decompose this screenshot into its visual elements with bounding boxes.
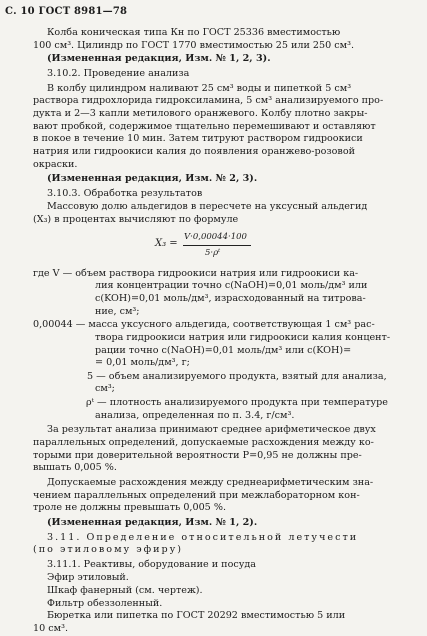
text-line: дукта и 2—3 капли метилового оранжевого. Колбу плотно закры- — [33, 107, 368, 119]
list-item: Фильтр обеззоленный. — [47, 597, 163, 609]
text-line: анализа, определенная по п. 3.4, г/см³. — [95, 409, 295, 421]
section-heading: 3.11. Определение относительной летучести — [47, 531, 359, 543]
amendment-note: (Измененная редакция, Изм. № 2, 3). — [47, 173, 258, 185]
list-item: Эфир этиловый. — [47, 572, 129, 584]
text-line: 3.10.3. Обработка результатов — [47, 187, 203, 199]
text-line: Допускаемые расхождения между среднеарифметическим зна- — [47, 476, 374, 488]
formula-lhs: X₃ = — [155, 238, 178, 250]
text-line: ние, см³; — [95, 305, 140, 317]
text-line: Массовую долю альдегидов в пересчете на уксусный альдегид — [47, 201, 368, 213]
page-header: С. 10 ГОСТ 8981—78 — [5, 6, 128, 17]
text-line: раствора гидрохлорида гидроксиламина, 5 см³ анализируемого про- — [33, 95, 384, 107]
text-line: троле не должны превышать 0,005 %. — [33, 502, 226, 514]
text-line: = 0,01 моль/дм³, г; — [95, 357, 190, 369]
text-line: параллельных определений, допускаемые расхождения между ко- — [33, 437, 374, 448]
text-line: торыми при доверительной вероятности P=0,95 не должны пре- — [33, 449, 362, 461]
text-line: ρᵗ — плотность анализируемого продукта при температуре — [86, 397, 388, 409]
text-line: 100 см³. Цилиндр по ГОСТ 1770 вместимостью 25 или 250 см³. — [33, 39, 355, 51]
text-line: твора гидроокиси натрия или гидроокиси калия концент- — [95, 331, 391, 343]
text-line: окраски. — [33, 158, 78, 170]
text-line: см³; — [95, 383, 115, 395]
list-item: Бюретка или пипетка по ГОСТ 20292 вместимостью 5 или — [47, 610, 346, 622]
text-line: вышать 0,005 %. — [33, 462, 117, 474]
formula-denominator: 5·ρᵗ — [205, 248, 221, 259]
subsection-heading: 3.11.1. Реактивы, оборудование и посуда — [47, 558, 256, 570]
text-line: (X₃) в процентах вычисляют по формуле — [33, 214, 239, 225]
formula-numerator: V·0,00044·100 — [184, 231, 247, 242]
text-line: За результат анализа принимают среднее арифметическое двух — [47, 424, 376, 436]
text-line: натрия или гидроокиси калия до появления оранжево-розовой — [33, 145, 355, 157]
text-line: лия концентрации точно c(NaOH)=0,01 моль/дм³ или — [95, 280, 368, 292]
text-line: чением параллельных определений при межлабораторном кон- — [33, 489, 360, 501]
list-item: Шкаф фанерный (см. чертеж). — [47, 585, 203, 596]
text-line: в покое в течение 10 мин. Затем титруют раствором гидроокиси — [33, 133, 363, 145]
text-line: 5 — объем анализируемого продукта, взятый для анализа, — [87, 370, 387, 382]
amendment-note: (Измененная редакция, Изм. № 1, 2, 3). — [47, 53, 271, 65]
fraction-bar — [183, 245, 251, 246]
text-line: c(KOH)=0,01 моль/дм³, израсходованный на титрова- — [95, 292, 366, 304]
text-line: В колбу цилиндром наливают 25 см³ воды и пипеткой 5 см³ — [47, 82, 352, 94]
text-line: 3.10.2. Проведение анализа — [47, 67, 190, 79]
section-heading: (по этиловому эфиру) — [33, 544, 184, 556]
text-line: вают пробкой, содержимое тщательно перемешивают и оставляют — [33, 120, 376, 132]
text-line: где V — объем раствора гидроокиси натрия или гидроокиси ка- — [33, 267, 359, 279]
text-line: Колба коническая типа Кн по ГОСТ 25336 вместимостью — [47, 27, 341, 38]
text-line: 0,00044 — масса уксусного альдегида, соответствующая 1 см³ рас- — [33, 319, 375, 331]
amendment-note: (Измененная редакция, Изм. № 1, 2). — [47, 516, 258, 528]
list-item: 10 см³. — [33, 623, 68, 634]
text-line: рации точно c(NaOH)=0,01 моль/дм³ или c(KOH)= — [95, 344, 352, 356]
